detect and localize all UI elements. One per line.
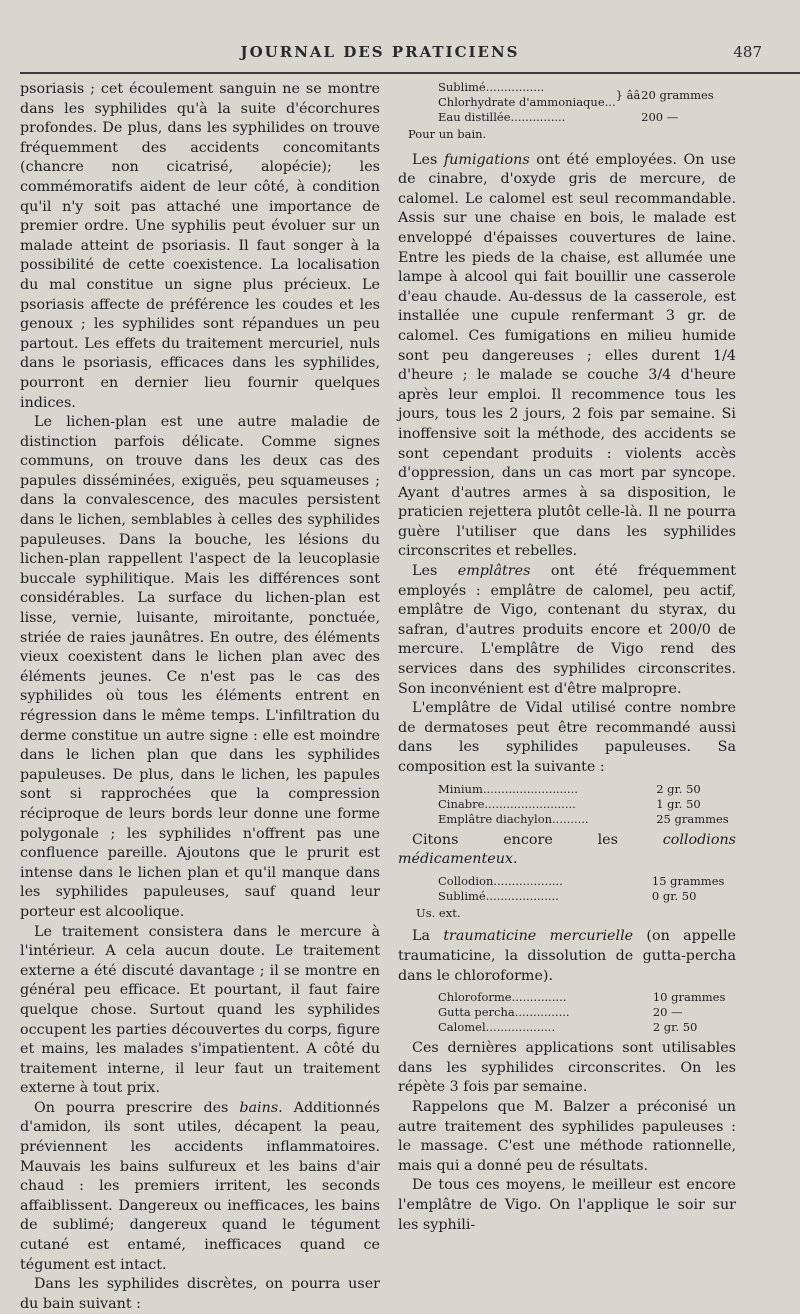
emphasis-traumaticine: traumaticine mercurielle [443, 928, 634, 945]
text-segment: . Additionnés d'amidon, ils sont utiles, décapent la peau, préviennent les accidents inflammatoires. Mauvais les bains sulfureux et les bains d'air chaud : les premiers irritent, les seconds affaiblissent. Dangereux ou inefficaces, les bains de sublimé; dangereux quand le tégument cutané est entamé, inefficaces quand ce tégument est intact. [20, 1099, 380, 1273]
leader-dots: .......... [552, 811, 589, 826]
running-header [20, 43, 762, 67]
paragraph-applications: Ces dernières applications sont utilisables dans les syphilides circonscrites. On les répète 3 fois par semaine. [398, 1040, 736, 1096]
ingredient-name: Chloroforme [438, 990, 512, 1005]
recipe-row [438, 80, 736, 95]
paragraph-bains [20, 1099, 380, 1275]
ingredient-name: Eau distillée [438, 110, 511, 124]
usage-note: Us. ext. [416, 905, 461, 920]
leader-dots: ............... [510, 110, 566, 124]
leader-dots: .......................... [482, 781, 578, 796]
ingredient-name: Chlorhydrate d'ammoniaque [438, 95, 605, 109]
ingredient-name: Gutta percha [438, 1005, 515, 1020]
recipe-row [438, 812, 736, 827]
ingredient-name: Calomel [438, 1020, 486, 1035]
paragraph-balzer: Rappelons que M. Balzer a préconisé un autre traitement des syphilides papuleuses : le massage. C'est une méthode rationnelle, mais qui a donné peu de résultats. [398, 1098, 736, 1174]
recipe-row [438, 797, 736, 812]
recipe-traumaticine-table [438, 990, 736, 1035]
leader-dots: ............... [514, 1005, 570, 1020]
right-column [398, 80, 736, 1235]
text-segment: (on appelle traumaticine, la dissolution de gutta-percha dans le chloroforme). [398, 928, 736, 984]
ingredient-quantity: 200 — [641, 110, 679, 124]
brace-group: } ââ [615, 87, 641, 102]
usage-note: Pour un bain. [408, 127, 487, 141]
emphasis-bains: bains [239, 1099, 279, 1116]
journal-title: JOURNAL DES PRATICIENS [240, 43, 520, 61]
page-number: 487 [733, 43, 762, 61]
text-segment: Citons encore les [412, 831, 663, 848]
leader-dots: .................... [485, 888, 559, 903]
recipe-row [438, 782, 736, 797]
recipe-vidal-table [438, 782, 736, 827]
ingredient-name: Sublimé [438, 888, 486, 903]
ingredient-name: Emplâtre diachylon [438, 811, 553, 826]
recipe-vidal [438, 782, 736, 827]
leader-dots: ......................... [484, 796, 576, 811]
emphasis-fumigations: fumigations [443, 151, 530, 168]
brace-quantity: 20 grammes [641, 87, 714, 102]
ingredient-quantity: 1 gr. 50 [656, 796, 701, 811]
text-segment: Les [412, 563, 458, 580]
ingredient-name: Sublimé [438, 80, 486, 94]
ingredient-quantity: 20 — [652, 1005, 683, 1020]
paragraph-traitement: Le traitement consistera dans le mercure à l'intérieur. A cela aucun doute. Le traitement externe a été discuté davantage ; il se montre en général peu efficace. Et pourtant, il faut faire quelque chose. Surtout quand les syphilides occupent les parties découvertes du corps, figure et mains, les malades s'impatientent. A côté du traitement interne, il leur faut un traitement externe à tout prix. [20, 923, 380, 1097]
ingredient-quantity: 2 gr. 50 [652, 1020, 698, 1035]
emphasis-emplatres: emplâtres [457, 563, 531, 580]
text-segment: La [412, 928, 444, 945]
leader-dots: ................... [493, 873, 563, 888]
leader-dots: ... [604, 95, 616, 109]
paragraph-collodions [398, 831, 736, 870]
emphasis-collodions: collodions médicamenteux [398, 831, 736, 868]
ingredient-quantity: 15 grammes [651, 873, 725, 888]
ingredient-quantity: 25 grammes [656, 811, 729, 826]
leader-dots: ................... [485, 1020, 556, 1035]
recipe-traumaticine [438, 990, 736, 1035]
ingredient-name: Minium [438, 781, 483, 796]
ingredient-name: Cinabre [438, 796, 485, 811]
ingredient-quantity: 0 gr. 50 [651, 888, 697, 903]
paragraph-vidal: L'emplâtre de Vidal utilisé contre nombre de dermatoses peut être recommandé aussi dans les syphilides papuleuses. Sa composition est la suivante : [398, 700, 736, 775]
recipe-row [438, 889, 736, 904]
paragraph-lichen-plan: Le lichen-plan est une autre maladie de distinction parfois délicate. Comme signes communs, on trouve dans les deux cas des papules disséminées, exiguës, peu squameuses ; dans la convalescence, des macules persistent dans le lichen, semblables à celles des syphilides papuleuses. Dans la bouche, les lésions du lichen-plan rappellent l'aspect de la leucoplasie buccale syphilitique. Mais les différences sont considérables. La surface du lichen-plan est lisse, vernie, luisante, miroitante, ponctuée, striée de raies jaunâtres. En outre, des éléments vieux coexistent dans le lichen plan avec des éléments jeunes. Ce n'est pas le cas des syphilides où tous les éléments entrent en régression dans le même temps. L'infiltration du derme constitue un autre signe : elle est moindre dans le lichen plan que dans les syphilides papuleuses. De plus, dans le lichen, les papules sont si rapprochées que la compression réciproque de leurs bords leur donne une forme polygonale ; les syphilides n'offrent pas une confluence pareille. Ajoutons que le prurit est intense dans le lichen plan et qu'il manque dans les syphilides papuleuses, sauf quand leur porteur est alcoolique. [20, 414, 380, 920]
recipe-bain-table [438, 80, 736, 125]
leader-dots: ............... [511, 990, 567, 1005]
recipe-collodion-table [438, 874, 736, 904]
paragraph-fumigations [398, 151, 736, 562]
leader-dots: ................ [485, 80, 545, 94]
paragraph-conclusion: De tous ces moyens, le meilleur est encore l'emplâtre de Vigo. On l'applique le soir sur les syphili- [398, 1177, 736, 1233]
text-segment: Les [412, 151, 444, 168]
paragraph-traumaticine [398, 927, 736, 986]
recipe-row [438, 110, 736, 125]
paragraph-syphilides-discretes: Dans les syphilides discrètes, on pourra user du bain suivant : [20, 1276, 380, 1312]
recipe-row [438, 1020, 736, 1035]
recipe-row [438, 990, 736, 1005]
header-rule [20, 72, 800, 74]
recipe-collodion [416, 873, 736, 924]
text-segment: ont été fréquemment employés : emplâtre de calomel, peu actif, emplâtre de Vigo, contenant du styrax, du safran, d'autres produits encore et 200/0 de mercure. L'emplâtre de Vigo rend des services dans des syphilides circonscrites. Son inconvénient est d'être malpropre. [398, 563, 736, 697]
ingredient-quantity: 10 grammes [652, 990, 726, 1005]
recipe-row [438, 1005, 736, 1020]
text-segment: On pourra prescrire des [34, 1099, 240, 1116]
paragraph-psoriasis: psoriasis ; cet écoulement sanguin ne se montre dans les syphilides qu'à la suite d'écorchures profondes. De plus, dans les syphilides on trouve fréquemment des accidents concomitants (chancre non cicatrisé, alopécie); les commémoratifs aident de leur côté, à condition qu'il n'y soit pas attaché une importance de premier ordre. Une syphilis peut évoluer sur un malade atteint de psoriasis. Il faut songer à la possibilité de cette coexistence. La localisation du mal constitue un signe plus précieux. Le psoriasis affecte de préférence les coudes et les genoux ; les syphilides sont répandues un peu partout. Les effets du traitement mercuriel, nuls dans le psoriasis, efficaces dans les syphilides, pourront en dernier lieu fournir quelques indices. [20, 81, 380, 411]
paragraph-emplatres [398, 562, 736, 699]
ingredient-quantity: 2 gr. 50 [656, 781, 701, 796]
brace-label: ââ [626, 87, 641, 102]
left-column [20, 80, 380, 1314]
recipe-bain [408, 80, 736, 145]
ingredient-name: Collodion [438, 873, 494, 888]
text-segment: . [512, 851, 518, 868]
text-segment: ont été employées. On use de cinabre, d'oxyde gris de mercure, de calomel. Le calomel est seul recommandable. Assis sur une chaise en bois, le malade est enveloppé d'épaisses couvertures de laine. Entre les pieds de la chaise, est allumée une lampe à alcool qui fait bouillir une casserole d'eau chaude. Au-dessus de la casserole, est installée une cupule renfermant 3 gr. de calomel. Ces fumigations en milieu humide sont peu dangereuses ; elles durent 1/4 d'heure ; le malade se couche 3/4 d'heure après leur emploi. Il recommence tous les jours, tous les 2 jours, 2 fois par semaine. Si inoffensive soit la méthode, des accidents se sont cependant produits : violents accès d'oppression, dans un cas mort par syncope. Ayant d'autres armes à sa disposition, le praticien rejettera plutôt celle-là. Il ne pourra guère l'utiliser que dans les syphilides circonscrites et rebelles. [398, 151, 736, 560]
recipe-row [438, 874, 736, 889]
